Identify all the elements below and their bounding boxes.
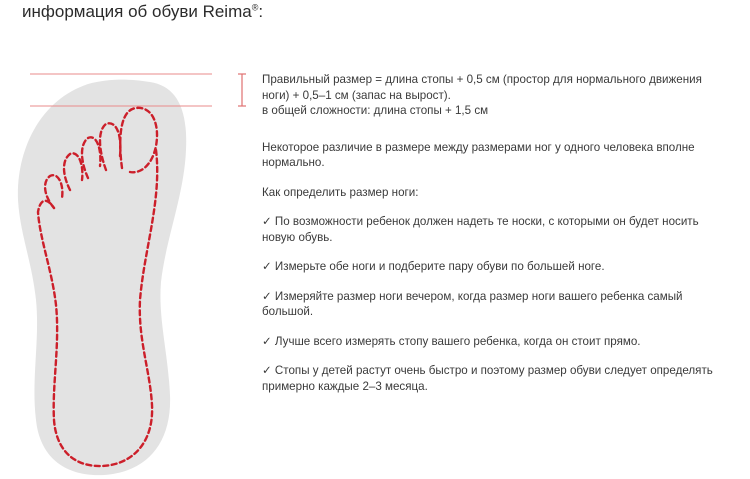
tip-3-line-2: большой. xyxy=(262,305,314,318)
formula-line-1: Правильный размер = длина стопы + 0,5 см (простор для нормального движения xyxy=(262,73,702,86)
tip-2-line-1: ✓ Измерьте обе ноги и подберите пару обуви по большей ноге. xyxy=(262,260,605,273)
heading-suffix: : xyxy=(258,2,264,21)
tip-5-line-2: примерно каждые 2–3 месяца. xyxy=(262,379,428,393)
footprint-illustration xyxy=(0,0,250,479)
howto-heading: Как определить размер ноги: xyxy=(262,185,419,199)
formula-line-3: в общей сложности: длина стопы + 1,5 см xyxy=(262,104,489,117)
tip-4-line-1: ✓ Лучше всего измерять стопу вашего ребенка, когда он стоит прямо. xyxy=(262,334,641,348)
formula-line-2: ноги) + 0,5–1 см (запас на вырост). xyxy=(262,88,451,102)
foot-silhouette xyxy=(18,80,186,476)
tip-5-line-1: ✓ Стопы у детей растут очень быстро и поэтому размер обуви следует определять xyxy=(262,364,713,377)
measure-bracket-icon xyxy=(238,74,246,106)
tip-1-line-2: новую обувь. xyxy=(262,230,333,244)
heading-text: информация об обуви Reima xyxy=(22,2,252,21)
formula-block xyxy=(262,72,732,119)
difference-note-line-2: нормально. xyxy=(262,156,325,169)
tip-1-line-1: ✓ По возможности ребенок должен надеть те носки, с которыми он будет носить xyxy=(262,215,699,228)
registered-mark: ® xyxy=(251,2,259,13)
info-text-column xyxy=(262,72,732,394)
tip-3-line-1: ✓ Измеряйте размер ноги вечером, когда размер ноги вашего ребенка самый xyxy=(262,289,683,303)
difference-note-line-1: Некоторое различие в размере между размерами ног у одного человека вполне xyxy=(262,140,695,154)
